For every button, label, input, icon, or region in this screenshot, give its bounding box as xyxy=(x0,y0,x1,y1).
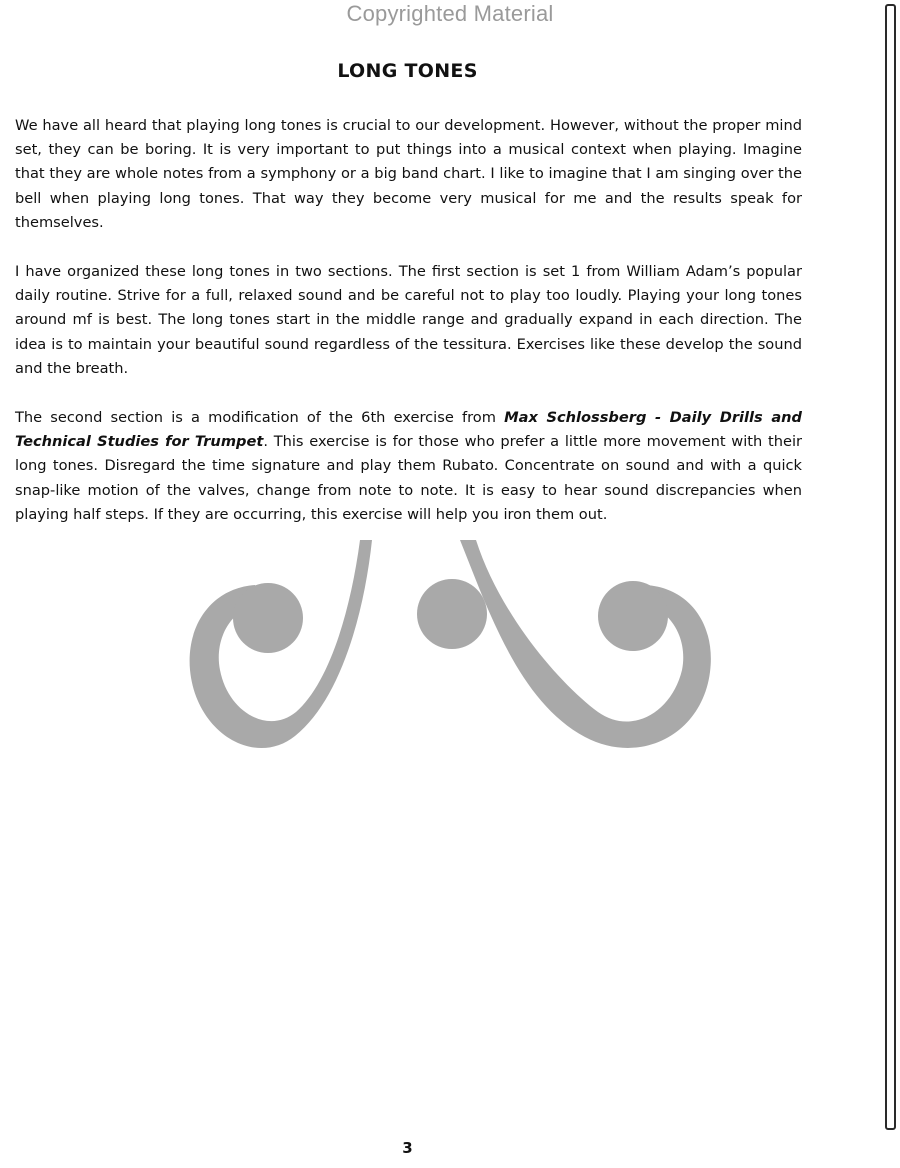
body-text xyxy=(15,114,802,552)
page-number: 3 xyxy=(402,1139,413,1157)
paragraph-sections: I have organized these long tones in two sections. The first section is set 1 from William Adam’s popular daily routine. Strive for a full, relaxed sound and be careful not to play too loudly. Playing your long tones around mf is best. The long tones start in the middle range and gradually expand in each direction. The idea is to maintain your beautiful sound regardless of the tessitura. Exercises like these develop the sound and the breath. xyxy=(15,263,802,377)
paragraph-text-after: . This exercise is for those who prefer a little more movement with their long tones. Disregard the time signature and play them Rubato. Concentrate on sound and with a quick snap-like motion of the valves, change from note to note. It is easy to hear sound discrepancies when playing half steps. If they are occurring, this exercise will help you iron them out. xyxy=(15,433,802,523)
copyright-watermark: Copyrighted Material xyxy=(346,1,554,26)
paragraph-intro: We have all heard that playing long tones is crucial to our development. However, without the proper mind set, they can be boring. It is very important to put things into a musical context when playing. Imagine that they are whole notes from a symphony or a big band chart. I like to imagine that I am singing over the bell when playing long tones. That way they become very musical for me and the results speak for themselves. xyxy=(15,117,802,231)
book-title-emphasis: Max Schlossberg - Daily Drills and Technical Studies for Trumpet xyxy=(15,409,802,451)
page-title: LONG TONES xyxy=(337,60,478,82)
paragraph-text-before: The second section is a modification of the 6th exercise from xyxy=(15,409,505,427)
page-edge-border xyxy=(885,4,896,1130)
paragraph-second-section xyxy=(15,406,802,527)
